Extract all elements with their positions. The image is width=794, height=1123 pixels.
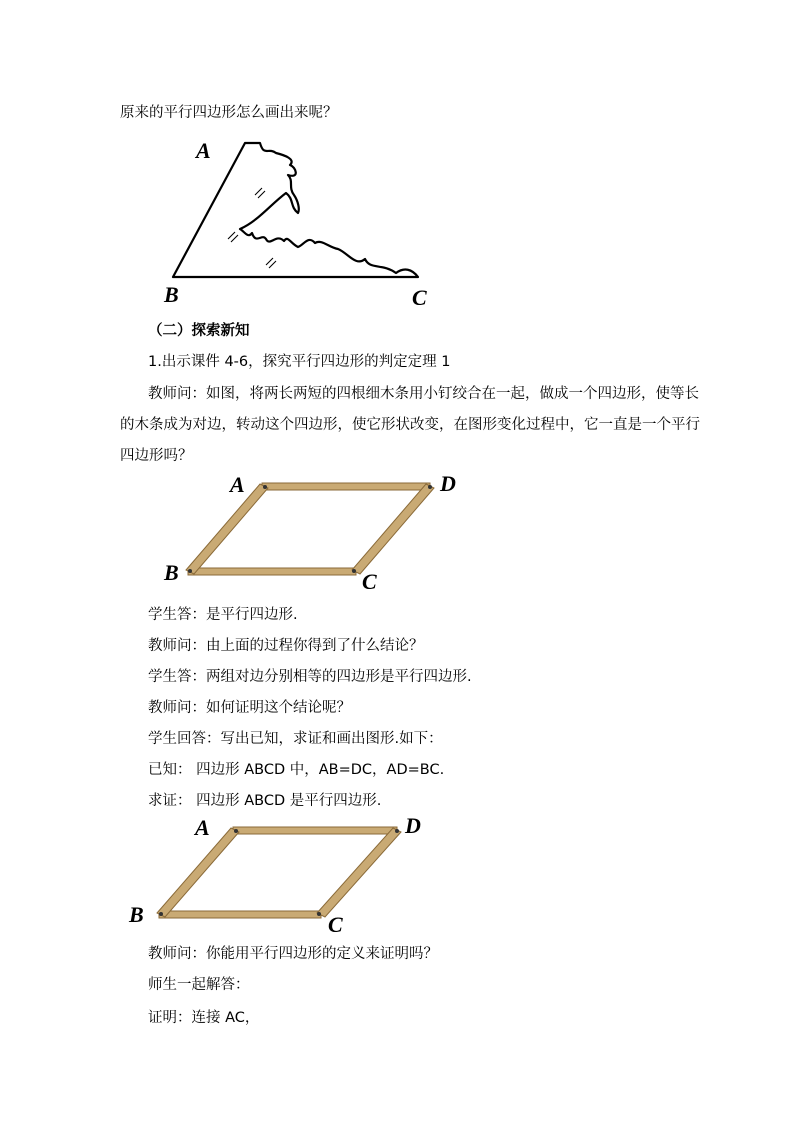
- student-answer-1: 学生答：是平行四边形.: [148, 607, 298, 623]
- label-d: D: [440, 471, 456, 496]
- prove-statement: 求证： 四边形 ABCD 是平行四边形.: [148, 793, 382, 809]
- torn-parallelogram-figure: [160, 135, 460, 310]
- stick-dc: [317, 828, 401, 917]
- teacher-question-3: 教师问：如何证明这个结论呢？: [148, 700, 351, 716]
- teacher-question-1-line-1: 教师问：如图，将两长两短的四根细木条用小钉绞合在一起，做成一个四边形，使等长: [148, 386, 699, 402]
- stick-dc: [352, 484, 434, 574]
- wooden-frame-figure-2: [125, 812, 435, 937]
- section-heading: （二）探索新知: [148, 323, 250, 339]
- label-b: B: [129, 902, 144, 927]
- stick-ad: [233, 827, 397, 834]
- label-c: C: [412, 285, 427, 310]
- label-a: A: [196, 138, 211, 163]
- label-b: B: [164, 282, 179, 307]
- together-line: 师生一起解答：: [148, 977, 250, 993]
- equal-marks: [228, 188, 276, 268]
- teacher-question-2: 教师问：由上面的过程你得到了什么结论？: [148, 638, 424, 654]
- stick-bc: [188, 568, 356, 575]
- wooden-frame-figure-1: [150, 470, 470, 595]
- student-answer-3: 学生回答：写出已知，求证和画出图形.如下：: [148, 731, 443, 747]
- teacher-question-4: 教师问：你能用平行四边形的定义来证明吗？: [148, 946, 438, 962]
- torn-shape: [173, 143, 418, 277]
- teacher-question-1-line-2: 的木条成为对边，转动这个四边形，使它形状改变，在图形变化过程中，它一直是一个平行: [120, 417, 700, 433]
- label-a: A: [195, 815, 210, 840]
- label-b: B: [164, 560, 179, 585]
- step-1: 1.出示课件 4-6，探究平行四边形的判定定理 1: [148, 354, 451, 370]
- stick-ab: [186, 484, 268, 574]
- stick-ab: [157, 828, 239, 917]
- label-a: A: [230, 472, 245, 497]
- intro-question: 原来的平行四边形怎么画出来呢？: [120, 105, 338, 121]
- proof-start: 证明：连接 AC，: [148, 1010, 260, 1026]
- stick-ad: [262, 483, 430, 490]
- given-statement: 已知： 四边形 ABCD 中，AB=DC，AD=BC.: [148, 762, 445, 778]
- label-d: D: [405, 813, 421, 838]
- label-c: C: [328, 912, 343, 937]
- label-c: C: [362, 569, 377, 594]
- student-answer-2: 学生答：两组对边分别相等的四边形是平行四边形.: [148, 669, 472, 685]
- stick-bc: [159, 911, 321, 918]
- teacher-question-1-line-3: 四边形吗？: [120, 448, 193, 464]
